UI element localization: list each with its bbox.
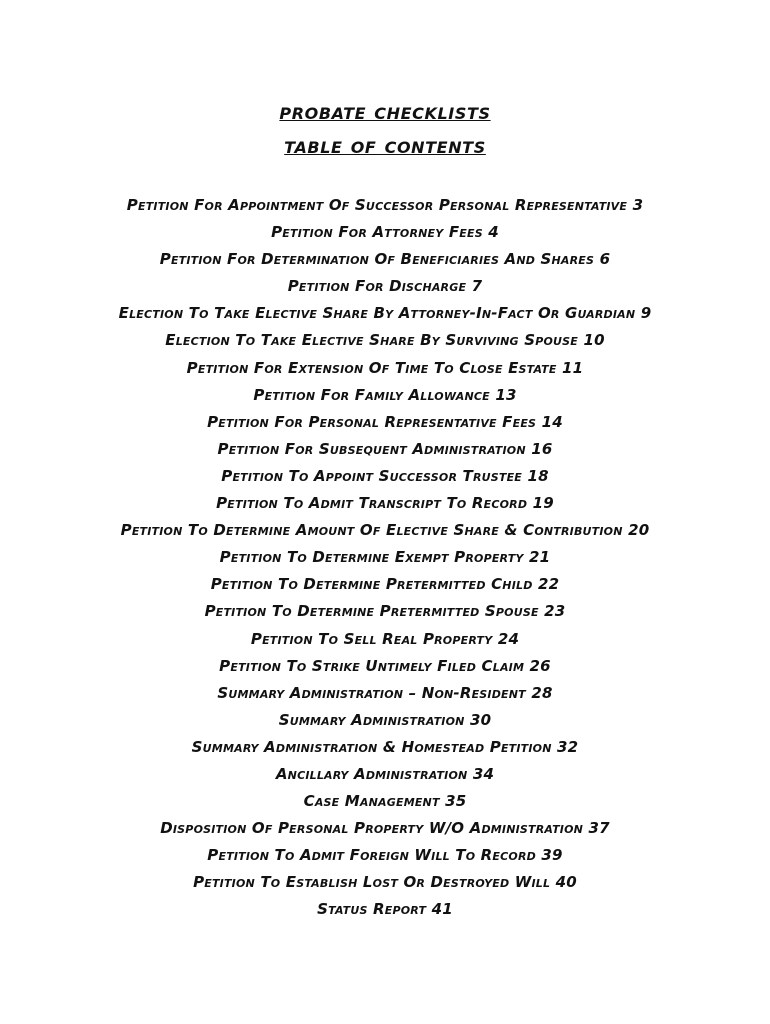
toc-entry-title: Petition To Strike Untimely Filed Claim — [219, 656, 525, 675]
toc-entry-title: Petition To Determine Pretermitted Child — [210, 575, 533, 594]
toc-entry — [0, 193, 770, 220]
toc-entry-page-number: 32 — [557, 737, 579, 756]
toc-entry-title: Status Report — [317, 900, 427, 919]
toc-entry-title: Petition To Determine Exempt Property — [219, 548, 524, 567]
toc-entry-title: Petition For Subsequent Administration — [217, 439, 526, 458]
toc-entry-title: Petition For Extension Of Time To Close Estate — [186, 358, 557, 377]
toc-entry-title: Petition To Determine Amount Of Elective Share & Contribution — [120, 521, 623, 540]
toc-entry-page-number: 22 — [537, 575, 560, 594]
toc-entry-title: Petition To Determine Pretermitted Spouse — [204, 602, 539, 621]
toc-entry — [0, 491, 770, 518]
toc-entry-page-number: 11 — [562, 358, 584, 377]
toc-entry — [0, 599, 770, 626]
toc-entry — [0, 627, 770, 654]
toc-entry-page-number: 35 — [445, 792, 467, 811]
toc-entry-title: Petition To Establish Lost Or Destroyed Will — [193, 873, 551, 892]
toc-entry-page-number: 24 — [497, 629, 520, 648]
toc-entry-title: Summary Administration – Non-Resident — [217, 683, 526, 702]
toc-entry — [0, 870, 770, 897]
toc-entry-page-number: 34 — [472, 764, 495, 783]
toc-entry — [0, 897, 770, 924]
toc-entry — [0, 247, 770, 274]
toc-entry-title: Summary Administration & Homestead Petition — [191, 737, 552, 756]
toc-entry-page-number: 3 — [632, 196, 644, 214]
toc-entry-title: Petition To Appoint Successor Trustee — [221, 466, 523, 485]
toc-entry-title: Petition For Appointment Of Successor Personal Representative — [126, 196, 628, 214]
toc-entry — [0, 437, 770, 464]
toc-entry-page-number: 40 — [555, 873, 577, 892]
toc-entry-title: Petition To Admit Transcript To Record — [216, 494, 528, 513]
toc-entry — [0, 356, 770, 383]
toc-entry — [0, 654, 770, 681]
toc-entry-title: Petition For Determination Of Beneficiaries And Shares — [159, 250, 595, 269]
toc-entry — [0, 410, 770, 437]
toc-entry-title: Ancillary Administration — [275, 764, 468, 783]
toc-entry-page-number: 41 — [431, 900, 453, 919]
toc-entry-title: Petition For Discharge — [287, 277, 467, 296]
toc-entry-title: Disposition Of Personal Property W/O Administration — [160, 819, 584, 838]
toc-entry-page-number: 39 — [541, 846, 563, 865]
toc-entry-title: Petition To Admit Foreign Will To Record — [207, 846, 536, 865]
toc-entry — [0, 301, 770, 328]
toc-entry — [0, 518, 770, 545]
toc-entry-page-number: 4 — [488, 223, 499, 242]
toc-entry-page-number: 20 — [628, 521, 650, 540]
toc-entry-page-number: 30 — [469, 710, 492, 729]
toc-entry-page-number: 7 — [471, 277, 483, 296]
toc-entry-page-number: 37 — [588, 819, 610, 838]
toc-entry-page-number: 13 — [495, 385, 517, 404]
toc-entry-page-number: 19 — [532, 494, 554, 513]
toc-entry — [0, 843, 770, 870]
toc-entry-page-number: 28 — [531, 683, 553, 702]
toc-heading: TABLE OF CONTENTS — [284, 138, 486, 157]
toc-entry-page-number: 14 — [541, 412, 563, 431]
toc-entry — [0, 816, 770, 843]
toc-entry-page-number: 23 — [544, 602, 566, 621]
toc-entry-title: Petition For Attorney Fees — [271, 223, 483, 242]
toc-entry — [0, 328, 770, 355]
toc-entry-title: Petition For Personal Representative Fees — [207, 412, 537, 431]
toc-entry-page-number: 26 — [529, 656, 551, 675]
toc-entry — [0, 464, 770, 491]
toc-entry-page-number: 9 — [640, 304, 652, 323]
toc-entry-page-number: 16 — [531, 439, 553, 458]
toc-entry — [0, 735, 770, 762]
toc-entry-title: Election To Take Elective Share By Attorney-In-Fact Or Guardian — [118, 304, 636, 323]
toc-entry-title: Election To Take Elective Share By Surviving Spouse — [165, 331, 578, 350]
toc-entry-page-number: 18 — [527, 466, 549, 485]
toc-entry — [0, 383, 770, 410]
toc-entry-title: Summary Administration — [278, 710, 465, 729]
toc-entry-title: Petition To Sell Real Property — [250, 629, 493, 648]
toc-entry-page-number: 10 — [583, 331, 605, 350]
document-title: PROBATE CHECKLISTS — [279, 104, 491, 123]
toc-entry — [0, 274, 770, 301]
toc-entry — [0, 545, 770, 572]
table-of-contents — [0, 193, 770, 925]
toc-entry — [0, 572, 770, 599]
toc-entry — [0, 789, 770, 816]
toc-entry — [0, 220, 770, 247]
toc-entry-page-number: 21 — [529, 548, 551, 567]
toc-entry-page-number: 6 — [599, 250, 611, 269]
toc-entry — [0, 762, 770, 789]
toc-entry-title: Petition For Family Allowance — [253, 385, 490, 404]
toc-entry-title: Case Management — [303, 792, 440, 811]
toc-entry — [0, 708, 770, 735]
toc-entry — [0, 681, 770, 708]
